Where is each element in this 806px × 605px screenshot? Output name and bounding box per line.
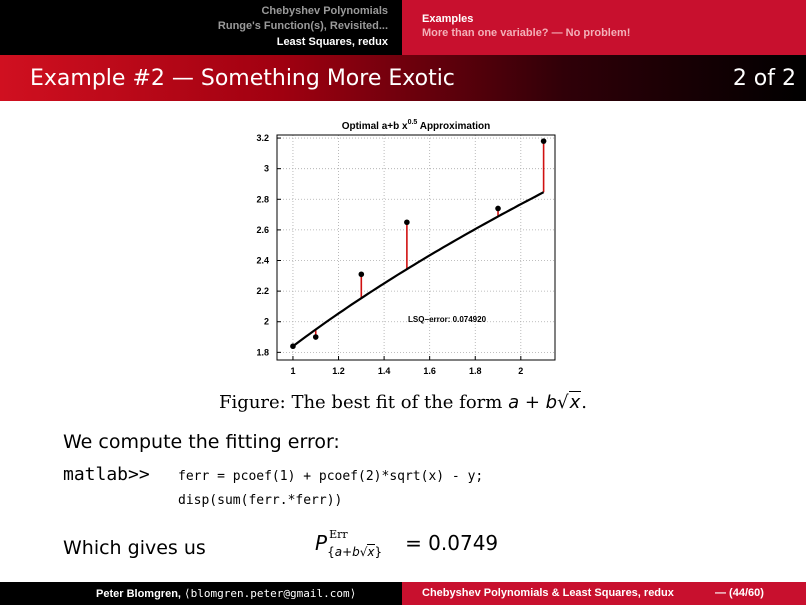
y-tick-label: 1.8 — [256, 347, 269, 358]
x-tick-label: 1.2 — [332, 366, 345, 376]
caption-x: x — [569, 392, 581, 413]
x-tick-label: 1 — [290, 366, 296, 376]
y-tick-label: 2.4 — [256, 255, 269, 266]
compute-text: We compute the fitting error: — [63, 431, 340, 453]
data-point — [290, 343, 296, 349]
caption-plus: + — [519, 392, 546, 413]
caption-prefix: Figure: The best fit of the form — [219, 392, 509, 413]
slide-title-bar — [0, 55, 806, 101]
footer-left — [0, 582, 402, 605]
caption-b: b — [545, 392, 558, 413]
nav-right-panel — [402, 0, 806, 55]
formula-p: P — [315, 531, 328, 555]
x-tick-label: 1.4 — [377, 366, 391, 376]
footer-email: ⟨blomgren.peter@gmail.com⟩ — [184, 587, 357, 600]
chart-title: Optimal a+b $x^{0.5}$ Approximation — [341, 119, 491, 132]
data-point — [541, 138, 547, 144]
footer-author: Peter Blomgren, ⟨blomgren.peter@gmail.com⟩ — [96, 587, 357, 600]
data-point — [313, 334, 319, 340]
code-line-1: ferr = pcoef(1) + pcoef(2)*sqrt(x) - y; — [178, 469, 484, 484]
chart-ticks — [256, 133, 523, 376]
data-point — [404, 219, 410, 225]
footer-right — [402, 582, 806, 605]
header-bar — [0, 0, 806, 55]
x-tick-label: 2 — [518, 366, 524, 376]
nav-link-more-variables[interactable]: More than one variable? — No problem! — [422, 27, 631, 39]
which-gives-text: Which gives us — [63, 537, 206, 559]
y-tick-label: 3.2 — [256, 133, 269, 144]
formula-superscript: Err — [329, 528, 348, 541]
nav-link-runge[interactable]: Runge's Function(s), Revisited... — [217, 20, 388, 32]
nav-link-examples[interactable]: Examples — [422, 13, 474, 25]
nav-link-chebyshev[interactable]: Chebyshev Polynomials — [261, 5, 388, 17]
formula-subscript: {a+b√x} — [327, 545, 383, 559]
formula-value: = 0.0749 — [405, 531, 499, 555]
caption-a: a — [508, 392, 520, 413]
x-tick-label: 1.6 — [423, 366, 436, 376]
fit-chart — [0, 105, 806, 405]
data-point — [359, 271, 365, 277]
figure-caption — [0, 392, 806, 413]
y-tick-label: 2.2 — [256, 286, 269, 297]
lsq-error-annotation: LSQ−error: 0.074920 — [407, 315, 487, 324]
footer-page: — (44/60) — [715, 587, 764, 599]
error-formula — [315, 528, 499, 571]
code-line-2: disp(sum(ferr.*ferr)) — [178, 493, 343, 508]
slide-title: Example #2 — Something More Exotic — [30, 66, 455, 91]
x-tick-label: 1.8 — [468, 366, 482, 376]
data-point — [495, 206, 501, 212]
y-tick-label: 2 — [263, 316, 269, 327]
matlab-prompt: matlab>> — [63, 464, 150, 485]
nav-left-panel — [0, 0, 402, 55]
slide-counter: 2 of 2 — [732, 66, 796, 91]
nav-link-least-squares[interactable]: Least Squares, redux — [276, 36, 388, 48]
y-tick-label: 2.8 — [256, 194, 269, 205]
y-tick-label: 2.6 — [256, 224, 269, 235]
caption-period: . — [581, 392, 587, 413]
footer-course: Chebyshev Polynomials & Least Squares, redux — [422, 587, 674, 599]
y-tick-label: 3 — [263, 163, 269, 174]
sqrt-symbol: √ — [557, 392, 569, 413]
